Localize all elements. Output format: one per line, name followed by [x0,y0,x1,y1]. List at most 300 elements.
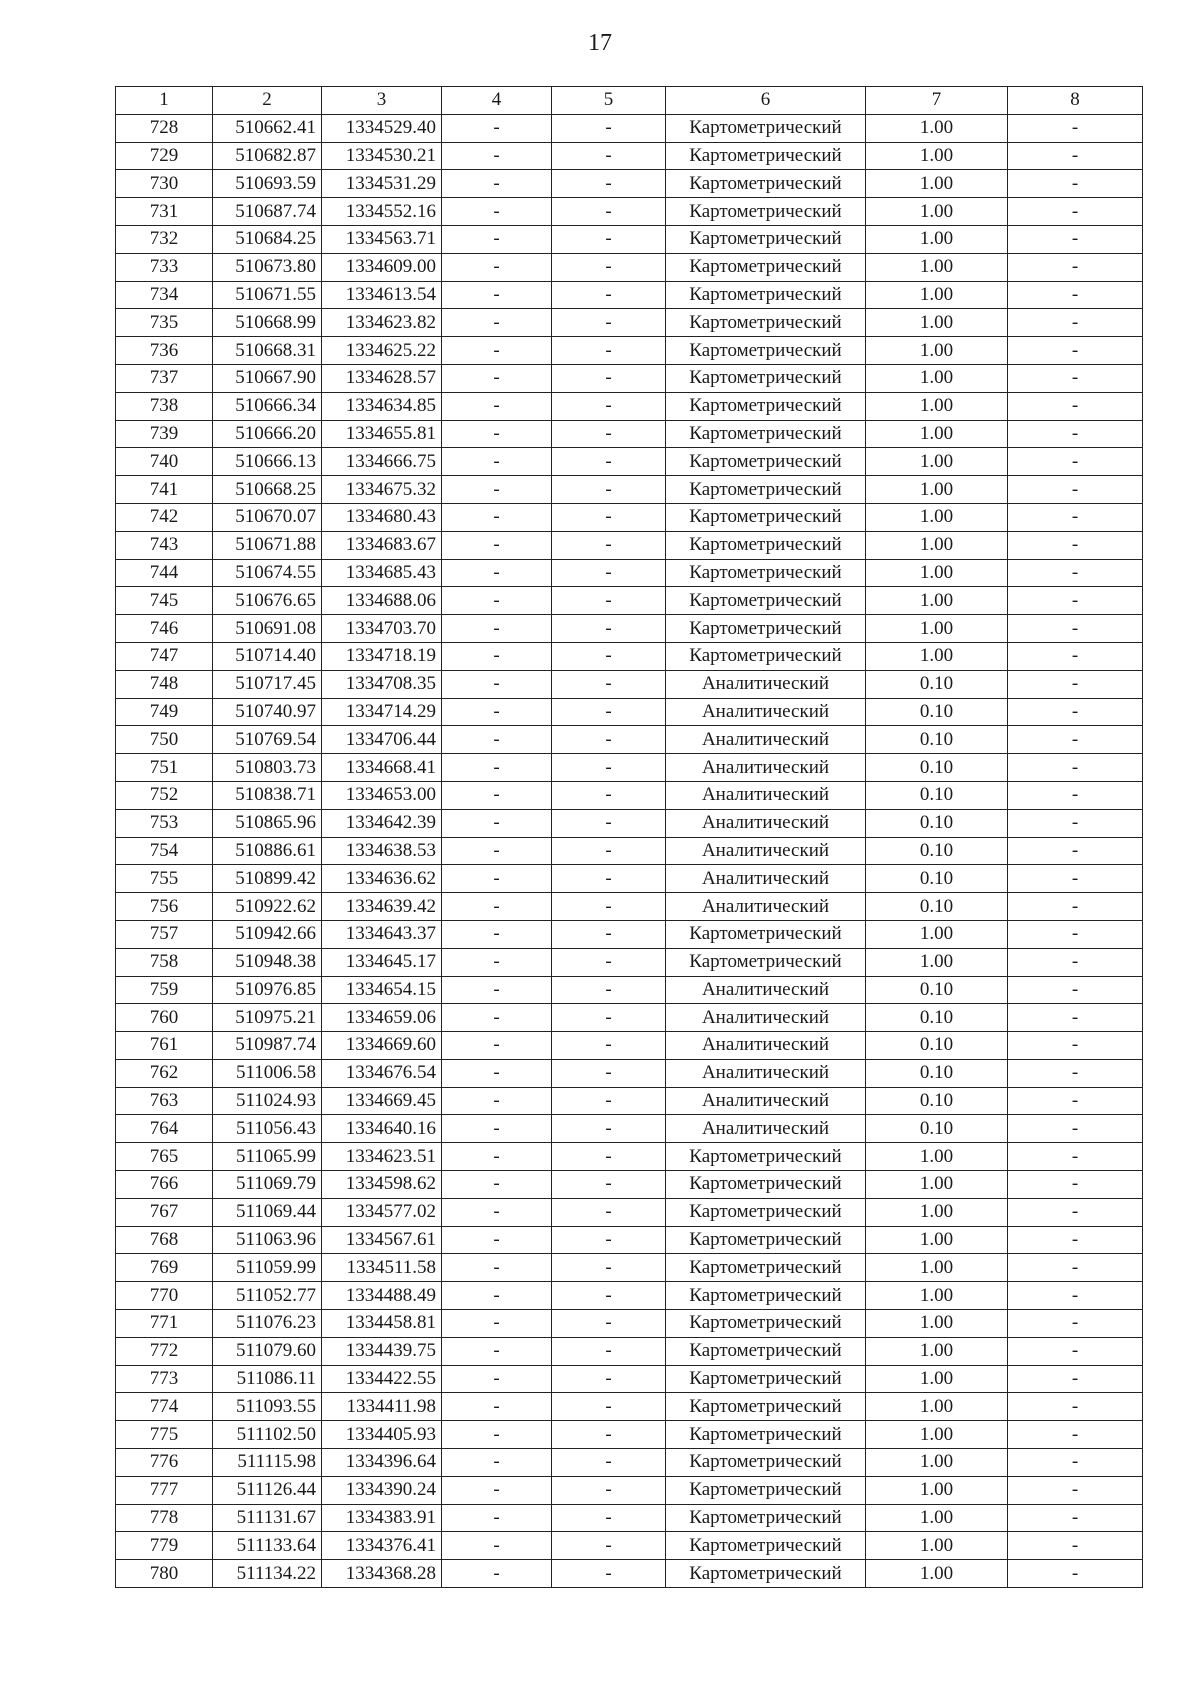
col5-cell: - [552,448,666,476]
col4-cell: - [442,364,552,392]
col8-cell: - [1008,476,1143,504]
table-row [116,309,1143,337]
table-row [116,1560,1143,1588]
col8-cell: - [1008,1421,1143,1449]
col4-cell: - [442,587,552,615]
col5-cell: - [552,1449,666,1477]
x-coordinate-cell: 510668.25 [213,476,322,504]
col4-cell: - [442,948,552,976]
y-coordinate-cell: 1334669.45 [322,1087,442,1115]
x-coordinate-cell: 510673.80 [213,253,322,281]
column-header: 6 [666,87,866,115]
y-coordinate-cell: 1334383.91 [322,1504,442,1532]
point-number-cell: 737 [116,364,213,392]
y-coordinate-cell: 1334529.40 [322,114,442,142]
col4-cell: - [442,1337,552,1365]
col5-cell: - [552,1059,666,1087]
x-coordinate-cell: 510670.07 [213,503,322,531]
table-row [116,253,1143,281]
table-row [116,1171,1143,1199]
col5-cell: - [552,698,666,726]
method-cell: Картометрический [666,1143,866,1171]
method-cell: Аналитический [666,976,866,1004]
col5-cell: - [552,1115,666,1143]
col5-cell: - [552,893,666,921]
accuracy-cell: 1.00 [866,1476,1008,1504]
col8-cell: - [1008,142,1143,170]
col5-cell: - [552,1560,666,1588]
point-number-cell: 730 [116,170,213,198]
col5-cell: - [552,809,666,837]
col8-cell: - [1008,309,1143,337]
y-coordinate-cell: 1334439.75 [322,1337,442,1365]
table-row [116,698,1143,726]
x-coordinate-cell: 511115.98 [213,1449,322,1477]
table-row [116,948,1143,976]
y-coordinate-cell: 1334609.00 [322,253,442,281]
point-number-cell: 771 [116,1310,213,1338]
col4-cell: - [442,1449,552,1477]
accuracy-cell: 1.00 [866,198,1008,226]
point-number-cell: 742 [116,503,213,531]
col8-cell: - [1008,364,1143,392]
col8-cell: - [1008,1032,1143,1060]
col5-cell: - [552,1393,666,1421]
point-number-cell: 772 [116,1337,213,1365]
accuracy-cell: 1.00 [866,1171,1008,1199]
accuracy-cell: 1.00 [866,1143,1008,1171]
col5-cell: - [552,1365,666,1393]
x-coordinate-cell: 511079.60 [213,1337,322,1365]
col5-cell: - [552,253,666,281]
col8-cell: - [1008,503,1143,531]
x-coordinate-cell: 510922.62 [213,893,322,921]
y-coordinate-cell: 1334458.81 [322,1310,442,1338]
col8-cell: - [1008,337,1143,365]
point-number-cell: 736 [116,337,213,365]
col8-cell: - [1008,1504,1143,1532]
point-number-cell: 768 [116,1226,213,1254]
accuracy-cell: 1.00 [866,309,1008,337]
table-row [116,1254,1143,1282]
point-number-cell: 746 [116,615,213,643]
table-row [116,976,1143,1004]
y-coordinate-cell: 1334563.71 [322,225,442,253]
x-coordinate-cell: 511063.96 [213,1226,322,1254]
col8-cell: - [1008,1532,1143,1560]
method-cell: Картометрический [666,420,866,448]
col8-cell: - [1008,420,1143,448]
method-cell: Картометрический [666,1310,866,1338]
table-row [116,1004,1143,1032]
x-coordinate-cell: 510865.96 [213,809,322,837]
method-cell: Картометрический [666,1226,866,1254]
x-coordinate-cell: 511056.43 [213,1115,322,1143]
col4-cell: - [442,1143,552,1171]
table-row [116,337,1143,365]
col5-cell: - [552,1226,666,1254]
method-cell: Картометрический [666,503,866,531]
col4-cell: - [442,920,552,948]
method-cell: Картометрический [666,170,866,198]
x-coordinate-cell: 510674.55 [213,559,322,587]
y-coordinate-cell: 1334598.62 [322,1171,442,1199]
table-row [116,670,1143,698]
point-number-cell: 779 [116,1532,213,1560]
col8-cell: - [1008,754,1143,782]
accuracy-cell: 0.10 [866,781,1008,809]
method-cell: Картометрический [666,253,866,281]
method-cell: Аналитический [666,1059,866,1087]
col5-cell: - [552,531,666,559]
col4-cell: - [442,170,552,198]
x-coordinate-cell: 511086.11 [213,1365,322,1393]
method-cell: Картометрический [666,198,866,226]
col8-cell: - [1008,1254,1143,1282]
point-number-cell: 747 [116,642,213,670]
table-row [116,587,1143,615]
y-coordinate-cell: 1334405.93 [322,1421,442,1449]
y-coordinate-cell: 1334653.00 [322,781,442,809]
col5-cell: - [552,1476,666,1504]
table-row [116,920,1143,948]
x-coordinate-cell: 511133.64 [213,1532,322,1560]
col5-cell: - [552,1171,666,1199]
method-cell: Картометрический [666,920,866,948]
point-number-cell: 764 [116,1115,213,1143]
col8-cell: - [1008,1171,1143,1199]
table-row [116,170,1143,198]
x-coordinate-cell: 510987.74 [213,1032,322,1060]
accuracy-cell: 0.10 [866,726,1008,754]
col5-cell: - [552,726,666,754]
col4-cell: - [442,615,552,643]
accuracy-cell: 0.10 [866,837,1008,865]
x-coordinate-cell: 511093.55 [213,1393,322,1421]
method-cell: Аналитический [666,754,866,782]
method-cell: Аналитический [666,837,866,865]
point-number-cell: 780 [116,1560,213,1588]
point-number-cell: 744 [116,559,213,587]
accuracy-cell: 1.00 [866,1532,1008,1560]
y-coordinate-cell: 1334511.58 [322,1254,442,1282]
col5-cell: - [552,781,666,809]
y-coordinate-cell: 1334368.28 [322,1560,442,1588]
col5-cell: - [552,976,666,1004]
table-row [116,865,1143,893]
accuracy-cell: 1.00 [866,615,1008,643]
y-coordinate-cell: 1334567.61 [322,1226,442,1254]
x-coordinate-cell: 510942.66 [213,920,322,948]
table-row [116,781,1143,809]
col5-cell: - [552,920,666,948]
method-cell: Аналитический [666,698,866,726]
x-coordinate-cell: 511126.44 [213,1476,322,1504]
col4-cell: - [442,531,552,559]
method-cell: Картометрический [666,114,866,142]
x-coordinate-cell: 511102.50 [213,1421,322,1449]
y-coordinate-cell: 1334531.29 [322,170,442,198]
x-coordinate-cell: 510714.40 [213,642,322,670]
method-cell: Картометрический [666,1421,866,1449]
table-row [116,225,1143,253]
col4-cell: - [442,781,552,809]
col4-cell: - [442,1032,552,1060]
method-cell: Картометрический [666,1560,866,1588]
col4-cell: - [442,476,552,504]
accuracy-cell: 1.00 [866,392,1008,420]
y-coordinate-cell: 1334706.44 [322,726,442,754]
y-coordinate-cell: 1334676.54 [322,1059,442,1087]
column-header: 3 [322,87,442,115]
col5-cell: - [552,1143,666,1171]
col8-cell: - [1008,1337,1143,1365]
point-number-cell: 752 [116,781,213,809]
point-number-cell: 758 [116,948,213,976]
col4-cell: - [442,976,552,1004]
table-row [116,726,1143,754]
table-row [116,1365,1143,1393]
method-cell: Картометрический [666,1365,866,1393]
table-row [116,1449,1143,1477]
point-number-cell: 753 [116,809,213,837]
x-coordinate-cell: 510717.45 [213,670,322,698]
x-coordinate-cell: 510676.65 [213,587,322,615]
accuracy-cell: 1.00 [866,281,1008,309]
point-number-cell: 762 [116,1059,213,1087]
x-coordinate-cell: 510668.31 [213,337,322,365]
y-coordinate-cell: 1334639.42 [322,893,442,921]
x-coordinate-cell: 510975.21 [213,1004,322,1032]
method-cell: Картометрический [666,1282,866,1310]
table-row [116,531,1143,559]
method-cell: Картометрический [666,1532,866,1560]
accuracy-cell: 0.10 [866,1087,1008,1115]
col4-cell: - [442,670,552,698]
accuracy-cell: 1.00 [866,253,1008,281]
x-coordinate-cell: 510769.54 [213,726,322,754]
col5-cell: - [552,1310,666,1338]
table-row [116,1476,1143,1504]
col4-cell: - [442,309,552,337]
col5-cell: - [552,1421,666,1449]
col8-cell: - [1008,837,1143,865]
table-row [116,1393,1143,1421]
col8-cell: - [1008,670,1143,698]
y-coordinate-cell: 1334625.22 [322,337,442,365]
col8-cell: - [1008,1560,1143,1588]
col8-cell: - [1008,1282,1143,1310]
method-cell: Картометрический [666,364,866,392]
x-coordinate-cell: 511131.67 [213,1504,322,1532]
col4-cell: - [442,448,552,476]
col8-cell: - [1008,726,1143,754]
y-coordinate-cell: 1334655.81 [322,420,442,448]
accuracy-cell: 1.00 [866,1226,1008,1254]
col5-cell: - [552,865,666,893]
accuracy-cell: 1.00 [866,1393,1008,1421]
table-row [116,1310,1143,1338]
col5-cell: - [552,1198,666,1226]
y-coordinate-cell: 1334396.64 [322,1449,442,1477]
x-coordinate-cell: 511024.93 [213,1087,322,1115]
table-row [116,559,1143,587]
col8-cell: - [1008,1059,1143,1087]
table-row [116,1282,1143,1310]
method-cell: Картометрический [666,1476,866,1504]
x-coordinate-cell: 510976.85 [213,976,322,1004]
col8-cell: - [1008,1310,1143,1338]
table-row [116,1337,1143,1365]
col8-cell: - [1008,1198,1143,1226]
y-coordinate-cell: 1334530.21 [322,142,442,170]
x-coordinate-cell: 511052.77 [213,1282,322,1310]
table-row [116,1115,1143,1143]
col4-cell: - [442,114,552,142]
y-coordinate-cell: 1334636.62 [322,865,442,893]
method-cell: Картометрический [666,1337,866,1365]
x-coordinate-cell: 510666.20 [213,420,322,448]
col4-cell: - [442,142,552,170]
point-number-cell: 761 [116,1032,213,1060]
y-coordinate-cell: 1334718.19 [322,642,442,670]
col4-cell: - [442,1059,552,1087]
point-number-cell: 767 [116,1198,213,1226]
y-coordinate-cell: 1334640.16 [322,1115,442,1143]
point-number-cell: 749 [116,698,213,726]
point-number-cell: 769 [116,1254,213,1282]
method-cell: Картометрический [666,476,866,504]
table-row [116,1226,1143,1254]
col8-cell: - [1008,392,1143,420]
column-header: 7 [866,87,1008,115]
x-coordinate-cell: 511076.23 [213,1310,322,1338]
accuracy-cell: 1.00 [866,364,1008,392]
table-row [116,420,1143,448]
accuracy-cell: 1.00 [866,587,1008,615]
col5-cell: - [552,281,666,309]
y-coordinate-cell: 1334703.70 [322,615,442,643]
point-number-cell: 778 [116,1504,213,1532]
point-number-cell: 776 [116,1449,213,1477]
method-cell: Картометрический [666,309,866,337]
col4-cell: - [442,253,552,281]
x-coordinate-cell: 510671.55 [213,281,322,309]
col4-cell: - [442,225,552,253]
col4-cell: - [442,893,552,921]
col4-cell: - [442,865,552,893]
table-body [116,114,1143,1587]
col8-cell: - [1008,114,1143,142]
col4-cell: - [442,281,552,309]
col8-cell: - [1008,893,1143,921]
point-number-cell: 766 [116,1171,213,1199]
col8-cell: - [1008,225,1143,253]
col8-cell: - [1008,198,1143,226]
table-row [116,1032,1143,1060]
col5-cell: - [552,1282,666,1310]
y-coordinate-cell: 1334628.57 [322,364,442,392]
accuracy-cell: 1.00 [866,559,1008,587]
y-coordinate-cell: 1334680.43 [322,503,442,531]
method-cell: Картометрический [666,1449,866,1477]
col4-cell: - [442,1532,552,1560]
point-number-cell: 732 [116,225,213,253]
table-row [116,364,1143,392]
method-cell: Картометрический [666,1198,866,1226]
y-coordinate-cell: 1334685.43 [322,559,442,587]
accuracy-cell: 1.00 [866,531,1008,559]
point-number-cell: 733 [116,253,213,281]
col4-cell: - [442,503,552,531]
method-cell: Картометрический [666,225,866,253]
col8-cell: - [1008,642,1143,670]
col5-cell: - [552,392,666,420]
col4-cell: - [442,420,552,448]
table-row [116,1059,1143,1087]
x-coordinate-cell: 510740.97 [213,698,322,726]
accuracy-cell: 1.00 [866,225,1008,253]
y-coordinate-cell: 1334623.82 [322,309,442,337]
method-cell: Картометрический [666,1254,866,1282]
col8-cell: - [1008,920,1143,948]
point-number-cell: 728 [116,114,213,142]
table-row [116,1087,1143,1115]
table-row [116,1143,1143,1171]
y-coordinate-cell: 1334675.32 [322,476,442,504]
table-row [116,809,1143,837]
col8-cell: - [1008,448,1143,476]
col4-cell: - [442,1198,552,1226]
method-cell: Картометрический [666,531,866,559]
coordinates-table [115,86,1143,1588]
x-coordinate-cell: 510684.25 [213,225,322,253]
method-cell: Картометрический [666,948,866,976]
table-row [116,476,1143,504]
point-number-cell: 775 [116,1421,213,1449]
point-number-cell: 739 [116,420,213,448]
col4-cell: - [442,1310,552,1338]
x-coordinate-cell: 511134.22 [213,1560,322,1588]
col5-cell: - [552,503,666,531]
col4-cell: - [442,559,552,587]
col8-cell: - [1008,1004,1143,1032]
col4-cell: - [442,1421,552,1449]
col4-cell: - [442,1476,552,1504]
method-cell: Аналитический [666,1004,866,1032]
y-coordinate-cell: 1334659.06 [322,1004,442,1032]
point-number-cell: 774 [116,1393,213,1421]
method-cell: Аналитический [666,809,866,837]
method-cell: Картометрический [666,1393,866,1421]
col4-cell: - [442,1560,552,1588]
method-cell: Аналитический [666,1115,866,1143]
y-coordinate-cell: 1334376.41 [322,1532,442,1560]
method-cell: Аналитический [666,670,866,698]
col8-cell: - [1008,615,1143,643]
point-number-cell: 745 [116,587,213,615]
point-number-cell: 751 [116,754,213,782]
x-coordinate-cell: 510687.74 [213,198,322,226]
accuracy-cell: 1.00 [866,142,1008,170]
y-coordinate-cell: 1334683.67 [322,531,442,559]
table-row [116,1421,1143,1449]
accuracy-cell: 1.00 [866,1282,1008,1310]
y-coordinate-cell: 1334668.41 [322,754,442,782]
col8-cell: - [1008,559,1143,587]
accuracy-cell: 1.00 [866,1449,1008,1477]
col8-cell: - [1008,1449,1143,1477]
